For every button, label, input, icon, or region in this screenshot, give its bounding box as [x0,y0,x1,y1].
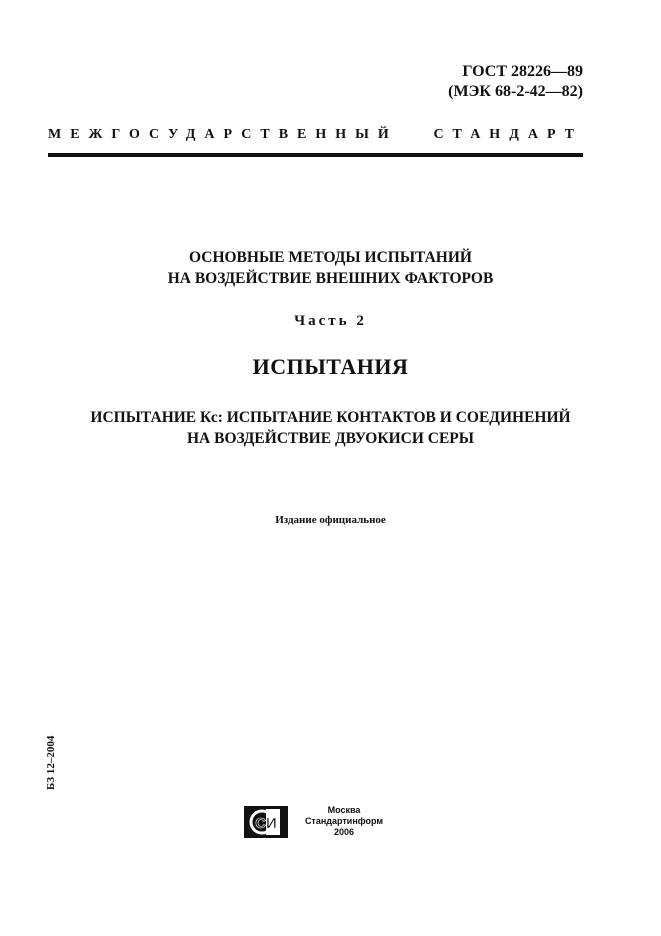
main-title-line-2: НА ВОЗДЕЙСТВИЕ ВНЕШНИХ ФАКТОРОВ [167,270,494,287]
logo-letters: СИ [255,815,277,832]
main-title-line-1: ОСНОВНЫЕ МЕТОДЫ ИСПЫТАНИЙ [189,249,472,266]
publisher-block [302,805,386,838]
publisher-city: Москва [327,805,361,815]
main-title [0,247,661,289]
subtitle-line-2: НА ВОЗДЕЙСТВИЕ ДВУОКИСИ СЕРЫ [187,430,474,447]
gost-number: ГОСТ 28226—89 [462,63,583,80]
side-code: БЗ 12–2004 [45,735,57,790]
test-heading: ИСПЫТАНИЯ [252,354,409,379]
subtitle [0,407,661,449]
horizontal-rule [48,153,583,157]
iec-number: (МЭК 68-2-42—82) [448,83,583,100]
standartinform-logo-icon [244,806,288,838]
standard-type-heading: МЕЖГОСУДАРСТВЕННЫЙ СТАНДАРТ [48,127,583,142]
part-label: Часть 2 [294,313,367,329]
publisher-name: Стандартинформ [304,816,384,826]
subtitle-line-1: ИСПЫТАНИЕ Кс: ИСПЫТАНИЕ КОНТАКТОВ И СОЕДИНЕНИЙ [90,409,571,426]
document-number-block [448,62,583,102]
publisher-year: 2006 [333,827,355,837]
edition-note: Издание официальное [275,514,386,526]
